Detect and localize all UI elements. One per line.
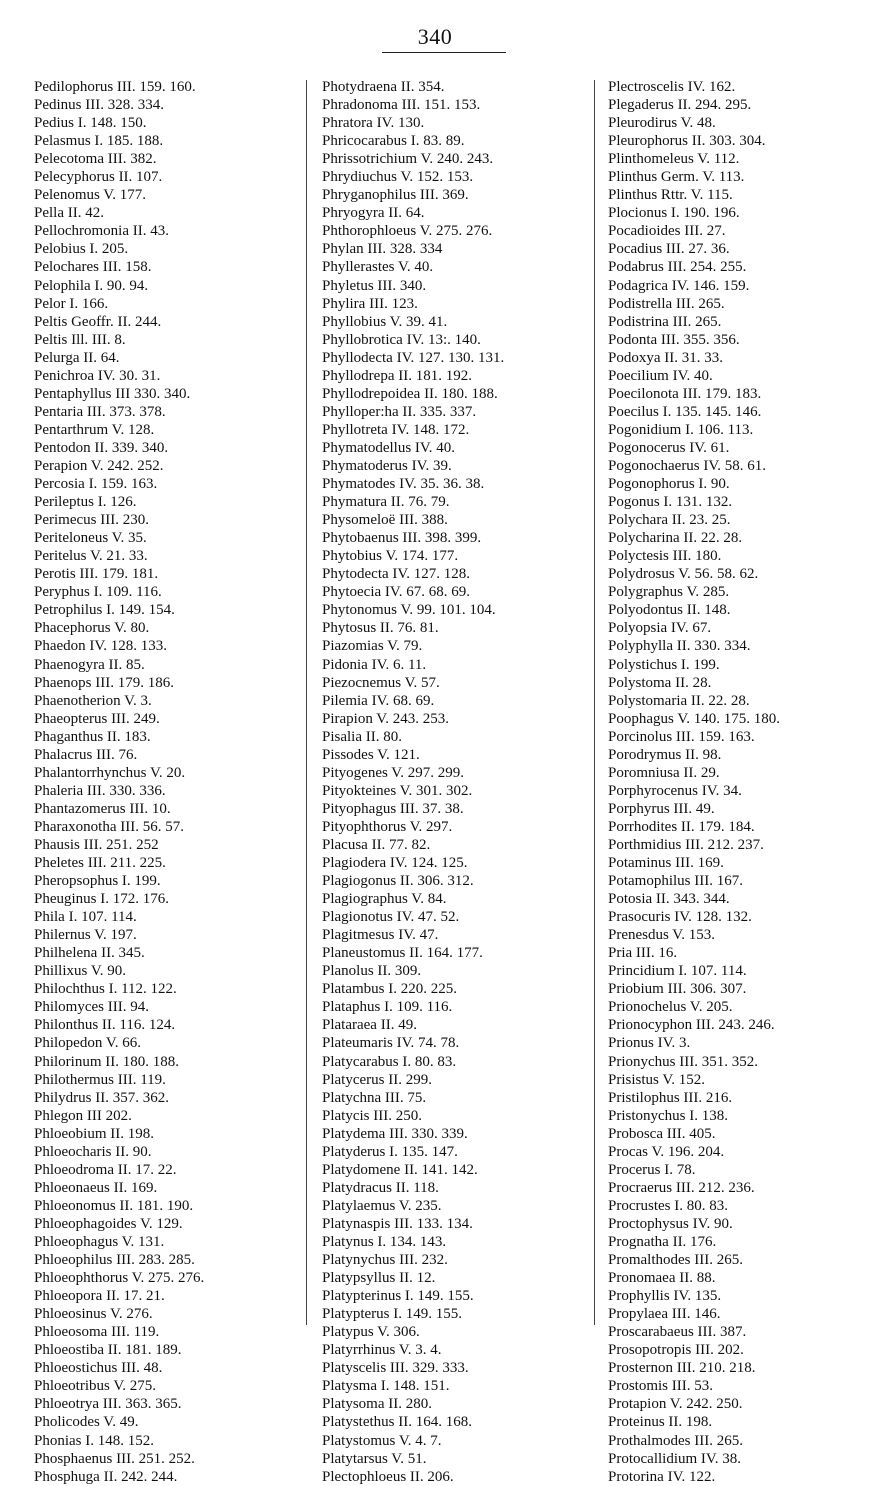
index-entry: Philorinum II. 180. 188. xyxy=(34,1053,179,1070)
index-entry: Peritelus V. 21. 33. xyxy=(34,548,148,565)
index-entry: Platydomene II. 141. 142. xyxy=(322,1161,478,1178)
index-entry: Phyletus III. 340. xyxy=(322,277,427,294)
index-entry: Pentaphyllus III 330. 340. xyxy=(34,385,191,402)
index-entry: Piazomias V. 79. xyxy=(322,638,423,655)
index-entry: Polydrosus V. 56. 58. 62. xyxy=(608,566,759,583)
index-entry: Platychna III. 75. xyxy=(322,1089,427,1106)
index-column-3 xyxy=(608,78,780,1486)
index-entry: Philochthus I. 112. 122. xyxy=(34,981,177,998)
index-entry: Polystichus I. 199. xyxy=(608,656,720,673)
index-entry: Pelochares III. 158. xyxy=(34,259,152,276)
index-entry: Phalantorrhynchus V. 20. xyxy=(34,764,186,781)
index-entry: Promalthodes III. 265. xyxy=(608,1252,743,1269)
index-entry: Peryphus I. 109. 116. xyxy=(34,584,162,601)
index-entry: Proteinus II. 198. xyxy=(608,1414,713,1431)
index-entry: Procerus I. 78. xyxy=(608,1161,696,1178)
index-entry: Pocadioides III. 27. xyxy=(608,223,726,240)
index-entry: Polycharina II. 22. 28. xyxy=(608,530,743,547)
index-entry: Pogonidium I. 106. 113. xyxy=(608,421,754,438)
index-entry: Platystethus II. 164. 168. xyxy=(322,1414,472,1431)
index-entry: Pocadius III. 27. 36. xyxy=(608,241,730,258)
index-entry: Polyctesis III. 180. xyxy=(608,548,722,565)
index-entry: Pogonochaerus IV. 58. 61. xyxy=(608,457,767,474)
index-entry: Pheropsophus I. 199. xyxy=(34,873,161,890)
index-entry: Phratora IV. 130. xyxy=(322,115,425,132)
index-entry: Protorina IV. 122. xyxy=(608,1468,716,1485)
index-entry: Philernus V. 197. xyxy=(34,927,137,944)
index-entry: Pityokteines V. 301. 302. xyxy=(322,782,473,799)
index-entry: Prosopotropis III. 202. xyxy=(608,1342,744,1359)
index-entry: Plagiogonus II. 306. 312. xyxy=(322,873,474,890)
index-entry: Prionychus III. 351. 352. xyxy=(608,1053,758,1070)
index-entry: Platysma I. 148. 151. xyxy=(322,1378,450,1395)
index-entry: Pityogenes V. 297. 299. xyxy=(322,764,464,781)
index-entry: Pleurophorus II. 303. 304. xyxy=(608,133,766,150)
top-rule xyxy=(382,52,506,53)
index-entry: Physomeloë III. 388. xyxy=(322,512,448,529)
index-entry: Pristilophus III. 216. xyxy=(608,1089,733,1106)
index-entry: Porrhodites II. 179. 184. xyxy=(608,818,755,835)
index-entry: Plocionus I. 190. 196. xyxy=(608,205,740,222)
index-entry: Phausis III. 251. 252 xyxy=(34,836,159,853)
index-entry: Phantazomerus III. 10. xyxy=(34,800,171,817)
index-entry: Perimecus III. 230. xyxy=(34,512,149,529)
index-entry: Phaenops III. 179. 186. xyxy=(34,674,174,691)
index-entry: Proscarabaeus III. 387. xyxy=(608,1324,747,1341)
index-entry: Poecilonota III. 179. 183. xyxy=(608,385,762,402)
index-entry: Penichroa IV. 30. 31. xyxy=(34,367,161,384)
index-entry: Prothalmodes III. 265. xyxy=(608,1432,743,1449)
index-entry: Plateumaris IV. 74. 78. xyxy=(322,1035,460,1052)
index-entry: Proctophysus IV. 90. xyxy=(608,1215,733,1232)
index-entry: Podagrica IV. 146. 159. xyxy=(608,277,750,294)
index-entry: Pentaria III. 373. 378. xyxy=(34,403,166,420)
index-entry: Pissodes V. 121. xyxy=(322,746,420,763)
index-entry: Phrissotrichium V. 240. 243. xyxy=(322,151,494,168)
index-entry: Prosternon III. 210. 218. xyxy=(608,1360,756,1377)
index-entry: Phyllodecta IV. 127. 130. 131. xyxy=(322,349,505,366)
index-entry: Propylaea III. 146. xyxy=(608,1306,721,1323)
index-entry: Placusa II. 77. 82. xyxy=(322,836,431,853)
index-entry: Porcinolus III. 159. 163. xyxy=(608,728,755,745)
index-entry: Planolus II. 309. xyxy=(322,963,422,980)
index-entry: Pityophthorus V. 297. xyxy=(322,818,453,835)
index-entry: Phloeonaeus II. 169. xyxy=(34,1179,158,1196)
index-entry: Pelor I. 166. xyxy=(34,295,109,312)
index-entry: Pisalia II. 80. xyxy=(322,728,402,745)
index-entry: Procrustes I. 80. 83. xyxy=(608,1197,728,1214)
index-entry: Platyderus I. 135. 147. xyxy=(322,1143,458,1160)
index-entry: Potamophilus III. 167. xyxy=(608,873,743,890)
index-entry: Poecilium IV. 40. xyxy=(608,367,713,384)
index-entry: Platambus I. 220. 225. xyxy=(322,981,457,998)
index-entry: Prenesdus V. 153. xyxy=(608,927,715,944)
index-entry: Polyopsia IV. 67. xyxy=(608,620,712,637)
index-entry: Platypterus I. 149. 155. xyxy=(322,1306,462,1323)
index-entry: Platypsyllus II. 12. xyxy=(322,1270,436,1287)
index-entry: Piezocnemus V. 57. xyxy=(322,674,440,691)
index-entry: Prionocyphon III. 243. 246. xyxy=(608,1017,775,1034)
index-entry: Phyllobrotica IV. 13:. 140. xyxy=(322,331,481,348)
index-entry: Platycerus II. 299. xyxy=(322,1071,432,1088)
index-entry: Phaenotherion V. 3. xyxy=(34,692,152,709)
index-entry: Pogonocerus IV. 61. xyxy=(608,439,730,456)
index-entry: Pella II. 42. xyxy=(34,205,104,222)
index-entry: Phytoecia IV. 67. 68. 69. xyxy=(322,584,471,601)
index-entry: Pelenomus V. 177. xyxy=(34,187,146,204)
index-entry: Plagiographus V. 84. xyxy=(322,891,447,908)
index-entry: Plinthus Rttr. V. 115. xyxy=(608,187,733,204)
index-entry: Podistrina III. 265. xyxy=(608,313,722,330)
index-entry: Platyrrhinus V. 3. 4. xyxy=(322,1342,442,1359)
index-entry: Prophyllis IV. 135. xyxy=(608,1288,722,1305)
index-entry: Platylaemus V. 235. xyxy=(322,1197,442,1214)
index-entry: Prionochelus V. 205. xyxy=(608,999,733,1016)
index-entry: Philydrus II. 357. 362. xyxy=(34,1089,169,1106)
index-entry: Porphyrocenus IV. 34. xyxy=(608,782,742,799)
index-entry: Phymatodes IV. 35. 36. 38. xyxy=(322,476,485,493)
index-entry: Photydraena II. 354. xyxy=(322,79,445,95)
index-entry: Plectroscelis IV. 162. xyxy=(608,79,736,95)
index-entry: Phaenogyra II. 85. xyxy=(34,656,145,673)
index-entry: Pelophila I. 90. 94. xyxy=(34,277,149,294)
index-entry: Phloeobium II. 198. xyxy=(34,1125,154,1142)
index-entry: Plinthomeleus V. 112. xyxy=(608,151,740,168)
index-entry: Pentodon II. 339. 340. xyxy=(34,439,169,456)
index-entry: Procas V. 196. 204. xyxy=(608,1143,725,1160)
index-entry: Phloeonomus II. 181. 190. xyxy=(34,1197,194,1214)
index-entry: Phytodecta IV. 127. 128. xyxy=(322,566,471,583)
index-entry: Phyllerastes V. 40. xyxy=(322,259,434,276)
index-entry: Phytobaenus III. 398. 399. xyxy=(322,530,482,547)
index-entry: Phloeosinus V. 276. xyxy=(34,1306,153,1323)
index-entry: Phloeotrya III. 363. 365. xyxy=(34,1396,182,1413)
index-entry: Phloeostichus III. 48. xyxy=(34,1360,163,1377)
index-entry: Phloeophagoides V. 129. xyxy=(34,1215,183,1232)
index-entry: Pedius I. 148. 150. xyxy=(34,115,147,132)
index-entry: Protocallidium IV. 38. xyxy=(608,1450,742,1467)
index-entry: Phricocarabus I. 83. 89. xyxy=(322,133,465,150)
index-entry: Priobium III. 306. 307. xyxy=(608,981,747,998)
index-entry: Polystomaria II. 22. 28. xyxy=(608,692,750,709)
index-entry: Phyllodrepoidea II. 180. 188. xyxy=(322,385,498,402)
index-entry: Pogonus I. 131. 132. xyxy=(608,494,733,511)
index-entry: Pelobius I. 205. xyxy=(34,241,129,258)
index-entry: Pelasmus I. 185. 188. xyxy=(34,133,164,150)
index-entry: Platytarsus V. 51. xyxy=(322,1450,427,1467)
index-entry: Plagionotus IV. 47. 52. xyxy=(322,909,460,926)
index-entry: Phymatodellus IV. 40. xyxy=(322,439,456,456)
index-entry: Phylloper:ha II. 335. 337. xyxy=(322,403,477,420)
index-column-2 xyxy=(322,78,504,1486)
index-entry: Phaeopterus III. 249. xyxy=(34,710,160,727)
index-entry: Polyphylla II. 330. 334. xyxy=(608,638,751,655)
index-entry: Porodrymus II. 98. xyxy=(608,746,722,763)
index-entry: Pronomaea II. 88. xyxy=(608,1270,716,1287)
index-entry: Phloeopora II. 17. 21. xyxy=(34,1288,165,1305)
column-divider xyxy=(594,80,595,1325)
index-entry: Poromniusa II. 29. xyxy=(608,764,720,781)
index-entry: Pheletes III. 211. 225. xyxy=(34,855,166,872)
index-entry: Phonias I. 148. 152. xyxy=(34,1432,154,1449)
index-entry: Phloeocharis II. 90. xyxy=(34,1143,152,1160)
index-entry: Phlegon III 202. xyxy=(34,1107,132,1124)
index-entry: Phila I. 107. 114. xyxy=(34,909,137,926)
index-entry: Platydema III. 330. 339. xyxy=(322,1125,468,1142)
index-entry: Podoxya II. 31. 33. xyxy=(608,349,723,366)
index-entry: Phthorophloeus V. 275. 276. xyxy=(322,223,493,240)
index-entry: Pelurga II. 64. xyxy=(34,349,120,366)
index-entry: Phillixus V. 90. xyxy=(34,963,126,980)
index-entry: Pentarthrum V. 128. xyxy=(34,421,155,438)
index-entry: Phosphaenus III. 251. 252. xyxy=(34,1450,195,1467)
index-entry: Polyodontus II. 148. xyxy=(608,602,731,619)
index-entry: Podistrella III. 265. xyxy=(608,295,725,312)
index-entry: Phryganophilus III. 369. xyxy=(322,187,469,204)
index-entry: Phymatura II. 76. 79. xyxy=(322,494,450,511)
index-entry: Plinthus Germ. V. 113. xyxy=(608,169,745,186)
index-entry: Pelecotoma III. 382. xyxy=(34,151,157,168)
index-entry: Pheuginus I. 172. 176. xyxy=(34,891,169,908)
index-entry: Pristonychus I. 138. xyxy=(608,1107,728,1124)
index-entry: Platypus V. 306. xyxy=(322,1324,420,1341)
index-entry: Protapion V. 242. 250. xyxy=(608,1396,743,1413)
index-entry: Potaminus III. 169. xyxy=(608,855,724,872)
index-entry: Phloeophilus III. 283. 285. xyxy=(34,1252,195,1269)
index-entry: Porthmidius III. 212. 237. xyxy=(608,836,764,853)
index-entry: Probosca III. 405. xyxy=(608,1125,716,1142)
index-entry: Pityophagus III. 37. 38. xyxy=(322,800,464,817)
index-entry: Potosia II. 343. 344. xyxy=(608,891,730,908)
index-entry: Pogonophorus I. 90. xyxy=(608,476,730,493)
index-entry: Pleurodirus V. 48. xyxy=(608,115,716,132)
index-entry: Phryogyra II. 64. xyxy=(322,205,425,222)
index-entry: Plataraea II. 49. xyxy=(322,1017,417,1034)
index-column-1 xyxy=(34,78,204,1486)
index-entry: Platypterinus I. 149. 155. xyxy=(322,1288,474,1305)
index-entry: Pidonia IV. 6. 11. xyxy=(322,656,427,673)
index-entry: Perotis III. 179. 181. xyxy=(34,566,159,583)
index-entry: Pirapion V. 243. 253. xyxy=(322,710,449,727)
index-entry: Plataphus I. 109. 116. xyxy=(322,999,453,1016)
index-entry: Plegaderus II. 294. 295. xyxy=(608,97,752,114)
index-entry: Petrophilus I. 149. 154. xyxy=(34,602,175,619)
index-entry: Prasocuris IV. 128. 132. xyxy=(608,909,752,926)
index-entry: Phloeosoma III. 119. xyxy=(34,1324,160,1341)
index-entry: Philomyces III. 94. xyxy=(34,999,149,1016)
index-entry: Poophagus V. 140. 175. 180. xyxy=(608,710,780,727)
index-entry: Phylan III. 328. 334 xyxy=(322,241,443,258)
index-entry: Pellochromonia II. 43. xyxy=(34,223,169,240)
index-entry: Pria III. 16. xyxy=(608,945,678,962)
index-entry: Peltis Ill. III. 8. xyxy=(34,331,126,348)
index-entry: Platynus I. 134. 143. xyxy=(322,1234,447,1250)
index-entry: Porphyrus III. 49. xyxy=(608,800,715,817)
index-entry: Philothermus III. 119. xyxy=(34,1071,166,1088)
index-entry: Philonthus II. 116. 124. xyxy=(34,1017,176,1034)
index-entry: Phalacrus III. 76. xyxy=(34,746,138,763)
index-entry: Platycarabus I. 80. 83. xyxy=(322,1053,457,1070)
index-entry: Phacephorus V. 80. xyxy=(34,620,150,637)
index-entry: Phaedon IV. 128. 133. xyxy=(34,638,168,655)
index-entry: Philhelena II. 345. xyxy=(34,945,145,962)
index-entry: Phaleria III. 330. 336. xyxy=(34,782,166,799)
index-entry: Platycis III. 250. xyxy=(322,1107,422,1124)
index-entry: Phytonomus V. 99. 101. 104. xyxy=(322,602,496,619)
index-entry: Periteloneus V. 35. xyxy=(34,530,147,547)
index-entry: Phrydiuchus V. 152. 153. xyxy=(322,169,474,186)
index-entry: Phylira III. 123. xyxy=(322,295,418,312)
index-entry: Perapion V. 242. 252. xyxy=(34,457,164,474)
index-entry: Pilemia IV. 68. 69. xyxy=(322,692,435,709)
column-divider xyxy=(306,80,307,1325)
index-entry: Pelecyphorus II. 107. xyxy=(34,169,163,186)
index-entry: Phloeotribus V. 275. xyxy=(34,1378,156,1395)
index-entry: Prognatha II. 176. xyxy=(608,1234,717,1250)
index-entry: Polystoma II. 28. xyxy=(608,674,712,691)
index-entry: Phloeostiba II. 181. 189. xyxy=(34,1342,182,1359)
index-entry: Prisistus V. 152. xyxy=(608,1071,705,1088)
index-entry: Phyllobius V. 39. 41. xyxy=(322,313,448,330)
index-entry: Philopedon V. 66. xyxy=(34,1035,141,1052)
index-entry: Pharaxonotha III. 56. 57. xyxy=(34,818,184,835)
index-entry: Polychara II. 23. 25. xyxy=(608,512,731,529)
index-entry: Polygraphus V. 285. xyxy=(608,584,730,601)
index-entry: Phradonoma III. 151. 153. xyxy=(322,97,481,114)
index-entry: Platyscelis III. 329. 333. xyxy=(322,1360,469,1377)
index-entry: Podonta III. 355. 356. xyxy=(608,331,740,348)
index-entry: Phyllodrepa II. 181. 192. xyxy=(322,367,472,384)
index-entry: Platystomus V. 4. 7. xyxy=(322,1432,442,1449)
index-entry: Phytosus II. 76. 81. xyxy=(322,620,439,637)
index-entry: Poecilus I. 135. 145. 146. xyxy=(608,403,762,420)
index-entry: Platysoma II. 280. xyxy=(322,1396,432,1413)
page-number: 340 xyxy=(417,24,453,49)
index-entry: Planeustomus II. 164. 177. xyxy=(322,945,483,962)
index-entry: Phytobius V. 174. 177. xyxy=(322,548,459,565)
index-entry: Podabrus III. 254. 255. xyxy=(608,259,747,276)
index-entry: Plagiodera IV. 124. 125. xyxy=(322,855,468,872)
index-entry: Platynaspis III. 133. 134. xyxy=(322,1215,473,1232)
index-entry: Princidium I. 107. 114. xyxy=(608,963,747,980)
index-entry: Procraerus III. 212. 236. xyxy=(608,1179,755,1196)
index-entry: Percosia I. 159. 163. xyxy=(34,476,158,493)
index-entry: Plagitmesus IV. 47. xyxy=(322,927,439,944)
index-entry: Pedinus III. 328. 334. xyxy=(34,97,164,114)
index-entry: Phaganthus II. 183. xyxy=(34,728,151,745)
index-entry: Phyllotreta IV. 148. 172. xyxy=(322,421,470,438)
index-entry: Perileptus I. 126. xyxy=(34,494,137,511)
index-entry: Platynychus III. 232. xyxy=(322,1252,448,1269)
index-entry: Phymatoderus IV. 39. xyxy=(322,457,452,474)
index-entry: Prostomis III. 53. xyxy=(608,1378,713,1395)
index-entry: Pholicodes V. 49. xyxy=(34,1414,139,1431)
index-entry: Phloeophthorus V. 275. 276. xyxy=(34,1270,205,1287)
index-entry: Peltis Geoffr. II. 244. xyxy=(34,313,162,330)
index-entry: Plectophloeus II. 206. xyxy=(322,1468,454,1485)
index-entry: Pedilophorus III. 159. 160. xyxy=(34,79,196,95)
index-entry: Phloeodroma II. 17. 22. xyxy=(34,1161,177,1178)
index-entry: Phloeophagus V. 131. xyxy=(34,1234,165,1250)
index-entry: Phosphuga II. 242. 244. xyxy=(34,1468,178,1485)
index-entry: Prionus IV. 3. xyxy=(608,1035,691,1052)
index-entry: Platydracus II. 118. xyxy=(322,1179,439,1196)
